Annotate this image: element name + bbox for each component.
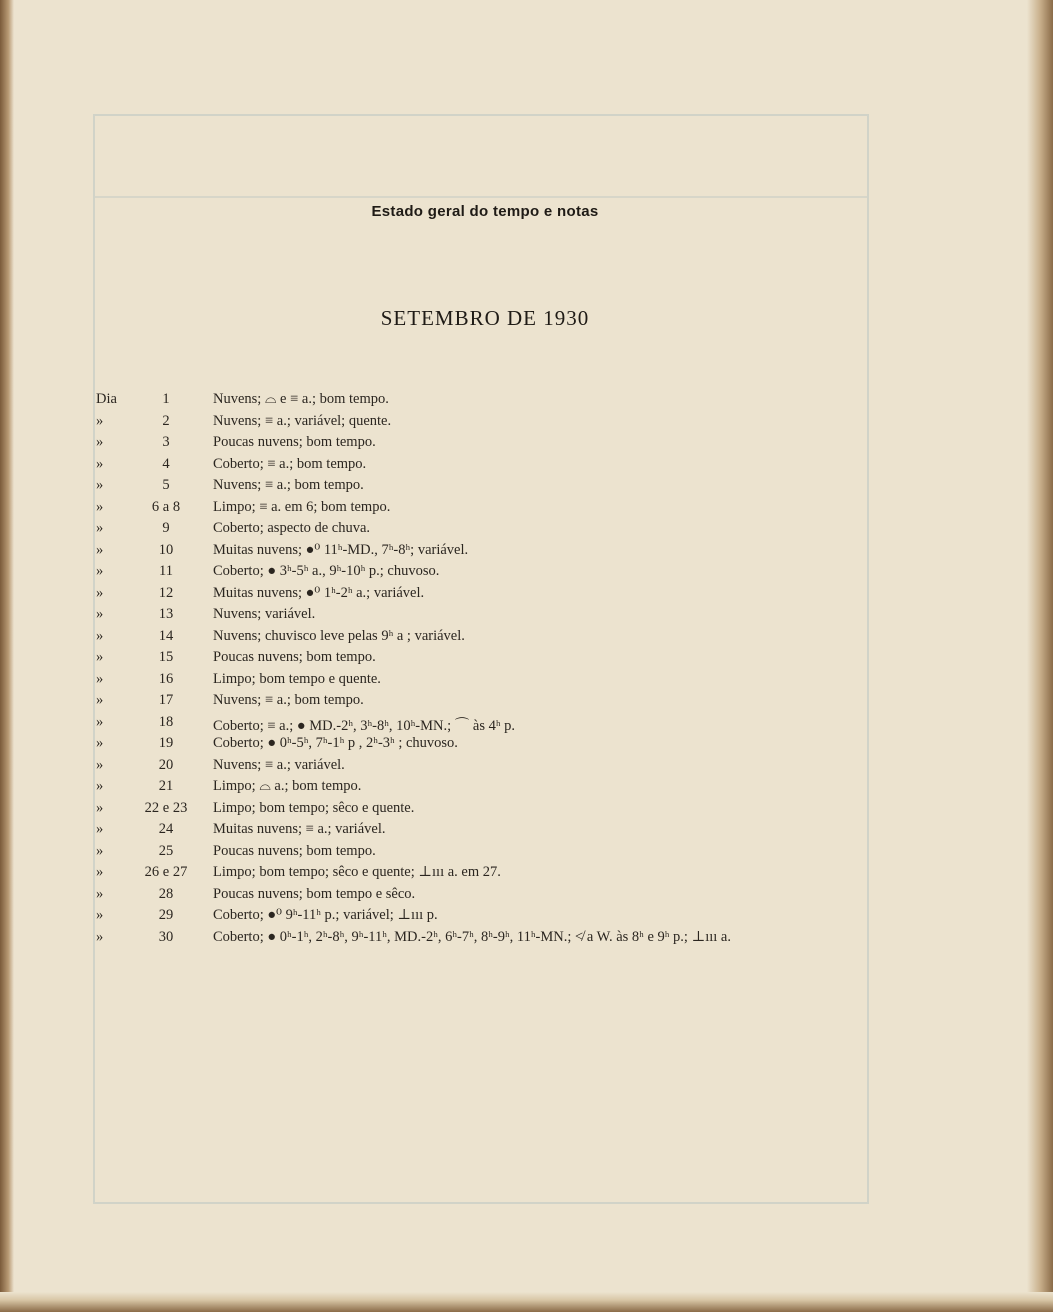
entry-day: 24 (158, 821, 174, 837)
entry-day: 15 (158, 649, 174, 665)
entry-note: Muitas nuvens; ●⁰ 1ʰ-2ʰ a.; variável. (213, 584, 425, 601)
entry-note: Poucas nuvens; bom tempo. (213, 842, 376, 859)
entry-day: 26 e 27 (144, 864, 188, 880)
entry-day-marker: » (96, 842, 104, 859)
entry-day-marker: » (96, 477, 104, 493)
entry-day-marker: » (96, 713, 104, 730)
entry-day: 25 (158, 842, 174, 859)
entry-note: Limpo; ≡ a. em 6; bom tempo. (213, 498, 391, 515)
entry-day-marker: » (96, 821, 104, 837)
entry-day: 14 (158, 627, 174, 644)
entry-note: Nuvens; ≡ a.; bom tempo. (213, 477, 364, 493)
entry-note: Muitas nuvens; ≡ a.; variável. (213, 821, 386, 837)
entry-day: 6 a 8 (151, 498, 181, 515)
entry-note: Limpo; ⌓ a.; bom tempo. (213, 778, 362, 794)
entry-note: Muitas nuvens; ●⁰ 11ʰ-MD., 7ʰ-8ʰ; variável. (213, 541, 469, 558)
entry-day-marker: » (96, 864, 104, 880)
entry-day: 9 (162, 520, 170, 536)
entry-note: Nuvens; variável. (213, 606, 316, 622)
entry-day: 28 (158, 885, 174, 902)
entry-note: Nuvens; chuvisco leve pelas 9ʰ a ; variável. (213, 627, 465, 644)
entry-day: 18 (158, 713, 174, 730)
entry-note: Limpo; bom tempo; sêco e quente. (213, 799, 415, 816)
entry-day-marker: » (96, 778, 104, 794)
entry-note: Coberto; ●⁰ 9ʰ-11ʰ p.; variável; ⊥ııı p. (213, 907, 438, 923)
entry-day: 21 (158, 778, 174, 794)
entry-day-marker: » (96, 434, 104, 450)
entry-day-marker: » (96, 520, 104, 536)
month-title: SETEMBRO DE 1930 (380, 306, 590, 330)
entry-day: 11 (159, 563, 173, 579)
entry-day: 3 (162, 434, 170, 450)
entry-day-marker: Dia (96, 391, 117, 407)
entry-day: 17 (158, 692, 174, 708)
entry-day: 22 e 23 (144, 799, 188, 816)
entry-note: Poucas nuvens; bom tempo e sêco. (213, 885, 416, 902)
entry-day-marker: » (96, 584, 104, 601)
entry-note: Poucas nuvens; bom tempo. (213, 434, 376, 450)
entry-note: Limpo; bom tempo e quente. (213, 670, 381, 687)
entry-day-marker: » (96, 649, 104, 665)
entry-day: 4 (162, 455, 170, 472)
entry-day-marker: » (96, 670, 104, 687)
entry-day: 29 (158, 907, 174, 923)
entry-note: Coberto; ● 0ʰ-1ʰ, 2ʰ-8ʰ, 9ʰ-11ʰ, MD.-2ʰ, 6ʰ-7ʰ, 8ʰ-9ʰ, 11ʰ-MN.; ≮ a W. às 8ʰ e 9ʰ p.; ⊥ııı a. (213, 928, 731, 945)
entry-day: 13 (158, 606, 174, 622)
page-edge-left (0, 0, 14, 1312)
entry-note: Limpo; bom tempo; sêco e quente; ⊥ııı a. em 27. (213, 864, 501, 880)
entry-day-marker: » (96, 563, 104, 579)
page-edge-right (1027, 0, 1053, 1312)
entry-day-marker: » (96, 498, 104, 515)
entry-day-marker: » (96, 907, 104, 923)
section-heading: Estado geral do tempo e notas (371, 203, 599, 220)
entry-day-marker: » (96, 799, 104, 816)
entry-note: Coberto; aspecto de chuva. (213, 520, 371, 536)
entry-day-marker: » (96, 756, 104, 773)
entry-day: 10 (158, 541, 174, 558)
entry-day: 12 (158, 584, 174, 601)
entry-day-marker: » (96, 606, 104, 622)
entry-day-marker: » (96, 928, 104, 945)
entry-day: 1 (162, 391, 170, 407)
entry-note: Nuvens; ≡ a.; variável; quente. (213, 412, 392, 429)
entry-day-marker: » (96, 885, 104, 902)
entry-day: 5 (162, 477, 170, 493)
page-edge-bottom (0, 1292, 1053, 1312)
entry-day-marker: » (96, 412, 104, 429)
entry-day: 19 (158, 735, 174, 751)
entry-day: 16 (158, 670, 174, 687)
entry-note: Coberto; ● 0ʰ-5ʰ, 7ʰ-1ʰ p , 2ʰ-3ʰ ; chuvoso. (213, 735, 458, 751)
show-through-table-frame (93, 114, 869, 1204)
entry-day: 20 (158, 756, 174, 773)
entry-day-marker: » (96, 455, 104, 472)
entry-note: Nuvens; ⌓ e ≡ a.; bom tempo. (213, 391, 389, 407)
entry-note: Coberto; ≡ a.; bom tempo. (213, 455, 367, 472)
entry-day-marker: » (96, 692, 104, 708)
entry-note: Poucas nuvens; bom tempo. (213, 649, 376, 665)
entry-day-marker: » (96, 735, 104, 751)
entry-day: 2 (162, 412, 170, 429)
entry-note: Nuvens; ≡ a.; bom tempo. (213, 692, 364, 708)
entry-note: Coberto; ≡ a.; ● MD.-2ʰ, 3ʰ-8ʰ, 10ʰ-MN.; ⌒ às 4ʰ p. (213, 717, 516, 734)
entry-day-marker: » (96, 541, 104, 558)
entry-note: Coberto; ● 3ʰ-5ʰ a., 9ʰ-10ʰ p.; chuvoso. (213, 563, 440, 579)
entry-day: 30 (158, 928, 174, 945)
entry-note: Nuvens; ≡ a.; variável. (213, 756, 345, 773)
entry-day-marker: » (96, 627, 104, 644)
